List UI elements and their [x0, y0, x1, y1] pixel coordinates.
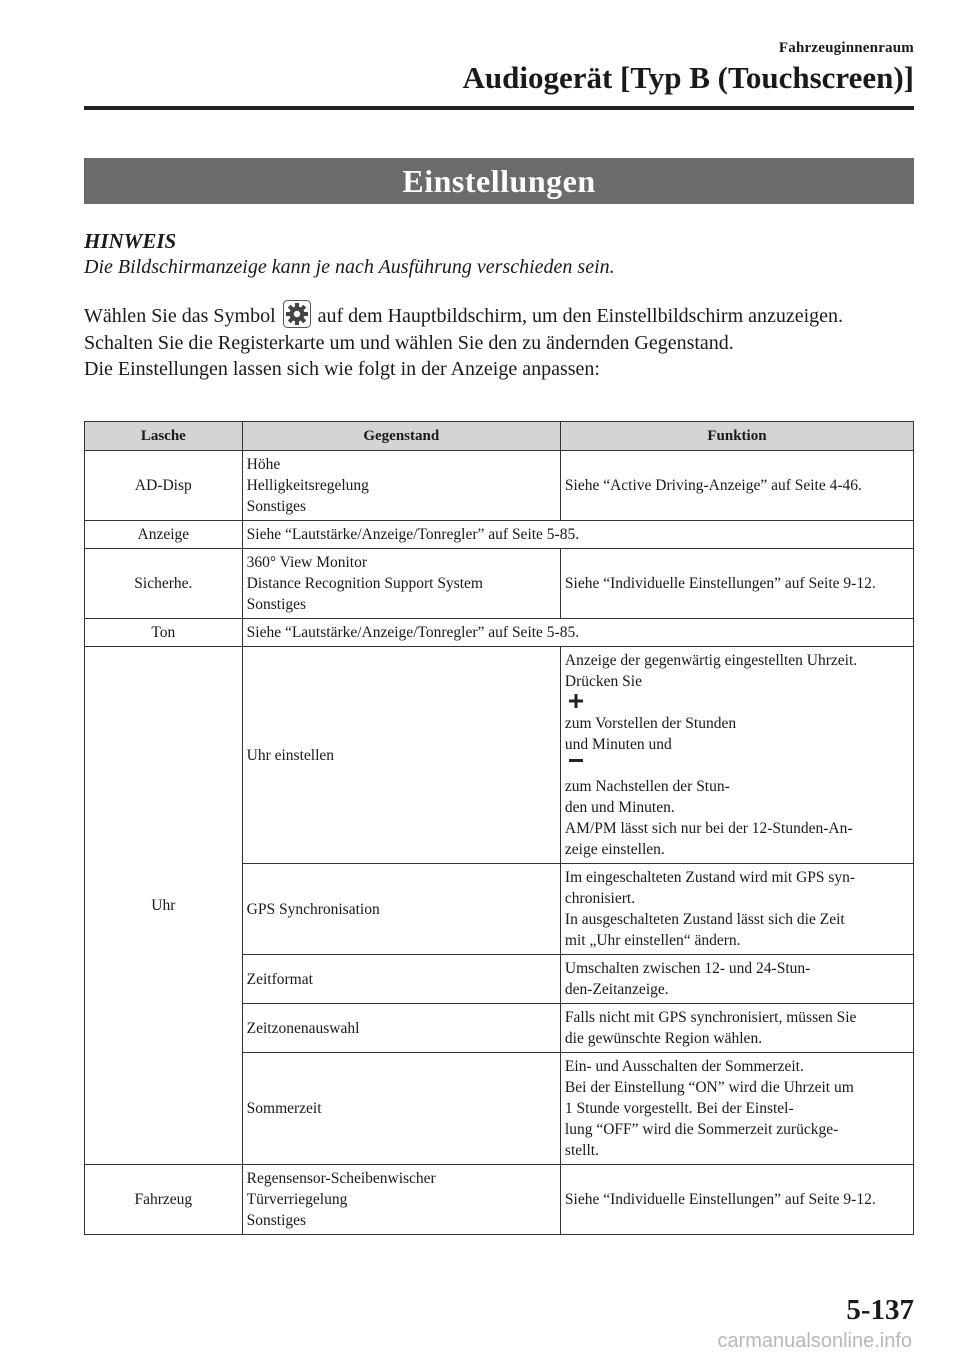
chapter-title: Audiogerät [Typ B (Touchscreen)]: [462, 60, 914, 95]
func-cell-zeitzone: [560, 1004, 913, 1053]
note-text: Die Bildschirmanzeige kann je nach Ausführung verschieden sein.: [84, 256, 615, 278]
plus-icon: [568, 693, 584, 709]
table-row: [85, 619, 914, 647]
item-cell-zeitzone: Zeitzonenauswahl: [242, 1004, 560, 1053]
func-line: den-Zeitanzeige.: [564, 981, 669, 998]
item-cell-uhr-einstellen: Uhr einstellen: [242, 647, 560, 864]
header-lasche: Lasche: [85, 422, 243, 451]
func-line: Anzeige der gegenwärtig eingestellten Uhrzeit.: [564, 652, 858, 669]
list-item: 360° View Monitor: [246, 554, 368, 571]
func-line: Falls nicht mit GPS synchronisiert, müssen Sie: [564, 1009, 857, 1026]
tab-cell-uhr: Uhr: [85, 647, 243, 1165]
func-line: mit „Uhr einstellen“ ändern.: [564, 932, 741, 949]
table-header-row: [85, 422, 914, 451]
item-cell-sicherhe: [242, 549, 560, 619]
func-line: zeige einstellen.: [564, 841, 665, 858]
list-item: Sonstiges: [246, 1212, 307, 1229]
item-cell-addisp: [242, 451, 560, 521]
func-cell-zeitformat: [560, 955, 913, 1004]
note-title: HINWEIS: [84, 229, 177, 253]
func-line: chronisiert.: [564, 890, 636, 907]
watermark: carmanualsonline.info: [717, 1330, 912, 1352]
tab-cell-ton: Ton: [85, 619, 243, 647]
func-cell-sicherhe: Siehe “Individuelle Einstellungen” auf Seite 9-12.: [560, 549, 913, 619]
func-cell-gps: [560, 864, 913, 955]
header-divider: [84, 106, 914, 110]
func-line: Im eingeschalteten Zustand wird mit GPS syn-: [564, 869, 856, 886]
func-line: [565, 671, 909, 734]
span-cell-anzeige: Siehe “Lautstärke/Anzeige/Tonregler” auf Seite 5-85.: [242, 521, 913, 549]
func-line: stellt.: [564, 1142, 599, 1159]
func-line: Ein- und Ausschalten der Sommerzeit.: [564, 1058, 804, 1075]
section-banner: Einstellungen: [84, 158, 914, 204]
item-cell-fahrzeug: [242, 1165, 560, 1235]
func-cell-fahrzeug: Siehe “Individuelle Einstellungen” auf Seite 9-12.: [560, 1165, 913, 1235]
func-line: 1 Stunde vorgestellt. Bei der Einstel-: [564, 1100, 794, 1117]
func-cell-addisp: Siehe “Active Driving-Anzeige” auf Seite 4-46.: [560, 451, 913, 521]
list-item: Türverriegelung: [246, 1191, 348, 1208]
list-item: Höhe: [246, 456, 281, 473]
func-cell-sommerzeit: [560, 1053, 913, 1165]
tab-cell-fahrzeug: Fahrzeug: [85, 1165, 243, 1235]
gear-icon: [283, 300, 311, 328]
func-line: [565, 734, 909, 797]
list-item: Helligkeitsregelung: [246, 477, 369, 494]
tab-cell-sicherhe: Sicherhe.: [85, 549, 243, 619]
func-line: den und Minuten.: [564, 799, 675, 816]
intro-p1-before: Wählen Sie das Symbol: [84, 305, 276, 327]
table-row: [85, 549, 914, 619]
table-row: [85, 521, 914, 549]
func-text: zum Vorstellen der Stunden: [564, 715, 737, 732]
intro-paragraph-3: Die Einstellungen lassen sich wie folgt in der Anzeige anpassen:: [84, 358, 600, 380]
settings-table: [84, 421, 914, 1235]
func-cell-uhr-einstellen: [560, 647, 913, 864]
item-cell-zeitformat: Zeitformat: [242, 955, 560, 1004]
table-row: [85, 1165, 914, 1235]
func-line: AM/PM lässt sich nur bei der 12-Stunden-An-: [564, 820, 853, 837]
list-item: Distance Recognition Support System: [246, 575, 483, 592]
intro-paragraph-1: [84, 300, 914, 330]
list-item: Regensensor-Scheibenwischer: [246, 1170, 436, 1187]
header-gegenstand: Gegenstand: [242, 422, 560, 451]
section-name: Fahrzeuginnenraum: [778, 40, 914, 56]
list-item: Sonstiges: [246, 498, 307, 515]
header-funktion: Funktion: [560, 422, 913, 451]
item-cell-sommerzeit: Sommerzeit: [242, 1053, 560, 1165]
intro-paragraph-2: Schalten Sie die Registerkarte um und wählen Sie den zu ändernden Gegenstand.: [84, 331, 734, 354]
page-number: 5-137: [846, 1294, 914, 1326]
minus-icon: [568, 756, 584, 772]
tab-cell-addisp: AD-Disp: [85, 451, 243, 521]
func-text: zum Nachstellen der Stun-: [564, 778, 730, 795]
func-line: Umschalten zwischen 12- und 24-Stun-: [564, 960, 811, 977]
intro-text: [84, 300, 914, 383]
func-line: Bei der Einstellung “ON” wird die Uhrzeit um: [564, 1079, 854, 1096]
func-line: lung “OFF” wird die Sommerzeit zurückge-: [564, 1121, 839, 1138]
item-cell-gps: GPS Synchronisation: [242, 864, 560, 955]
func-text: Drücken Sie: [564, 673, 642, 690]
func-line: In ausgeschalteten Zustand lässt sich die Zeit: [564, 911, 845, 928]
table-row: [85, 647, 914, 864]
table-row: [85, 451, 914, 521]
span-cell-ton: Siehe “Lautstärke/Anzeige/Tonregler” auf Seite 5-85.: [242, 619, 913, 647]
intro-p1-after: auf dem Hauptbildschirm, um den Einstellbildschirm anzuzeigen.: [317, 305, 844, 327]
func-line: die gewünschte Region wählen.: [564, 1030, 763, 1047]
func-text: und Minuten und: [564, 736, 672, 753]
tab-cell-anzeige: Anzeige: [85, 521, 243, 549]
list-item: Sonstiges: [246, 596, 307, 613]
